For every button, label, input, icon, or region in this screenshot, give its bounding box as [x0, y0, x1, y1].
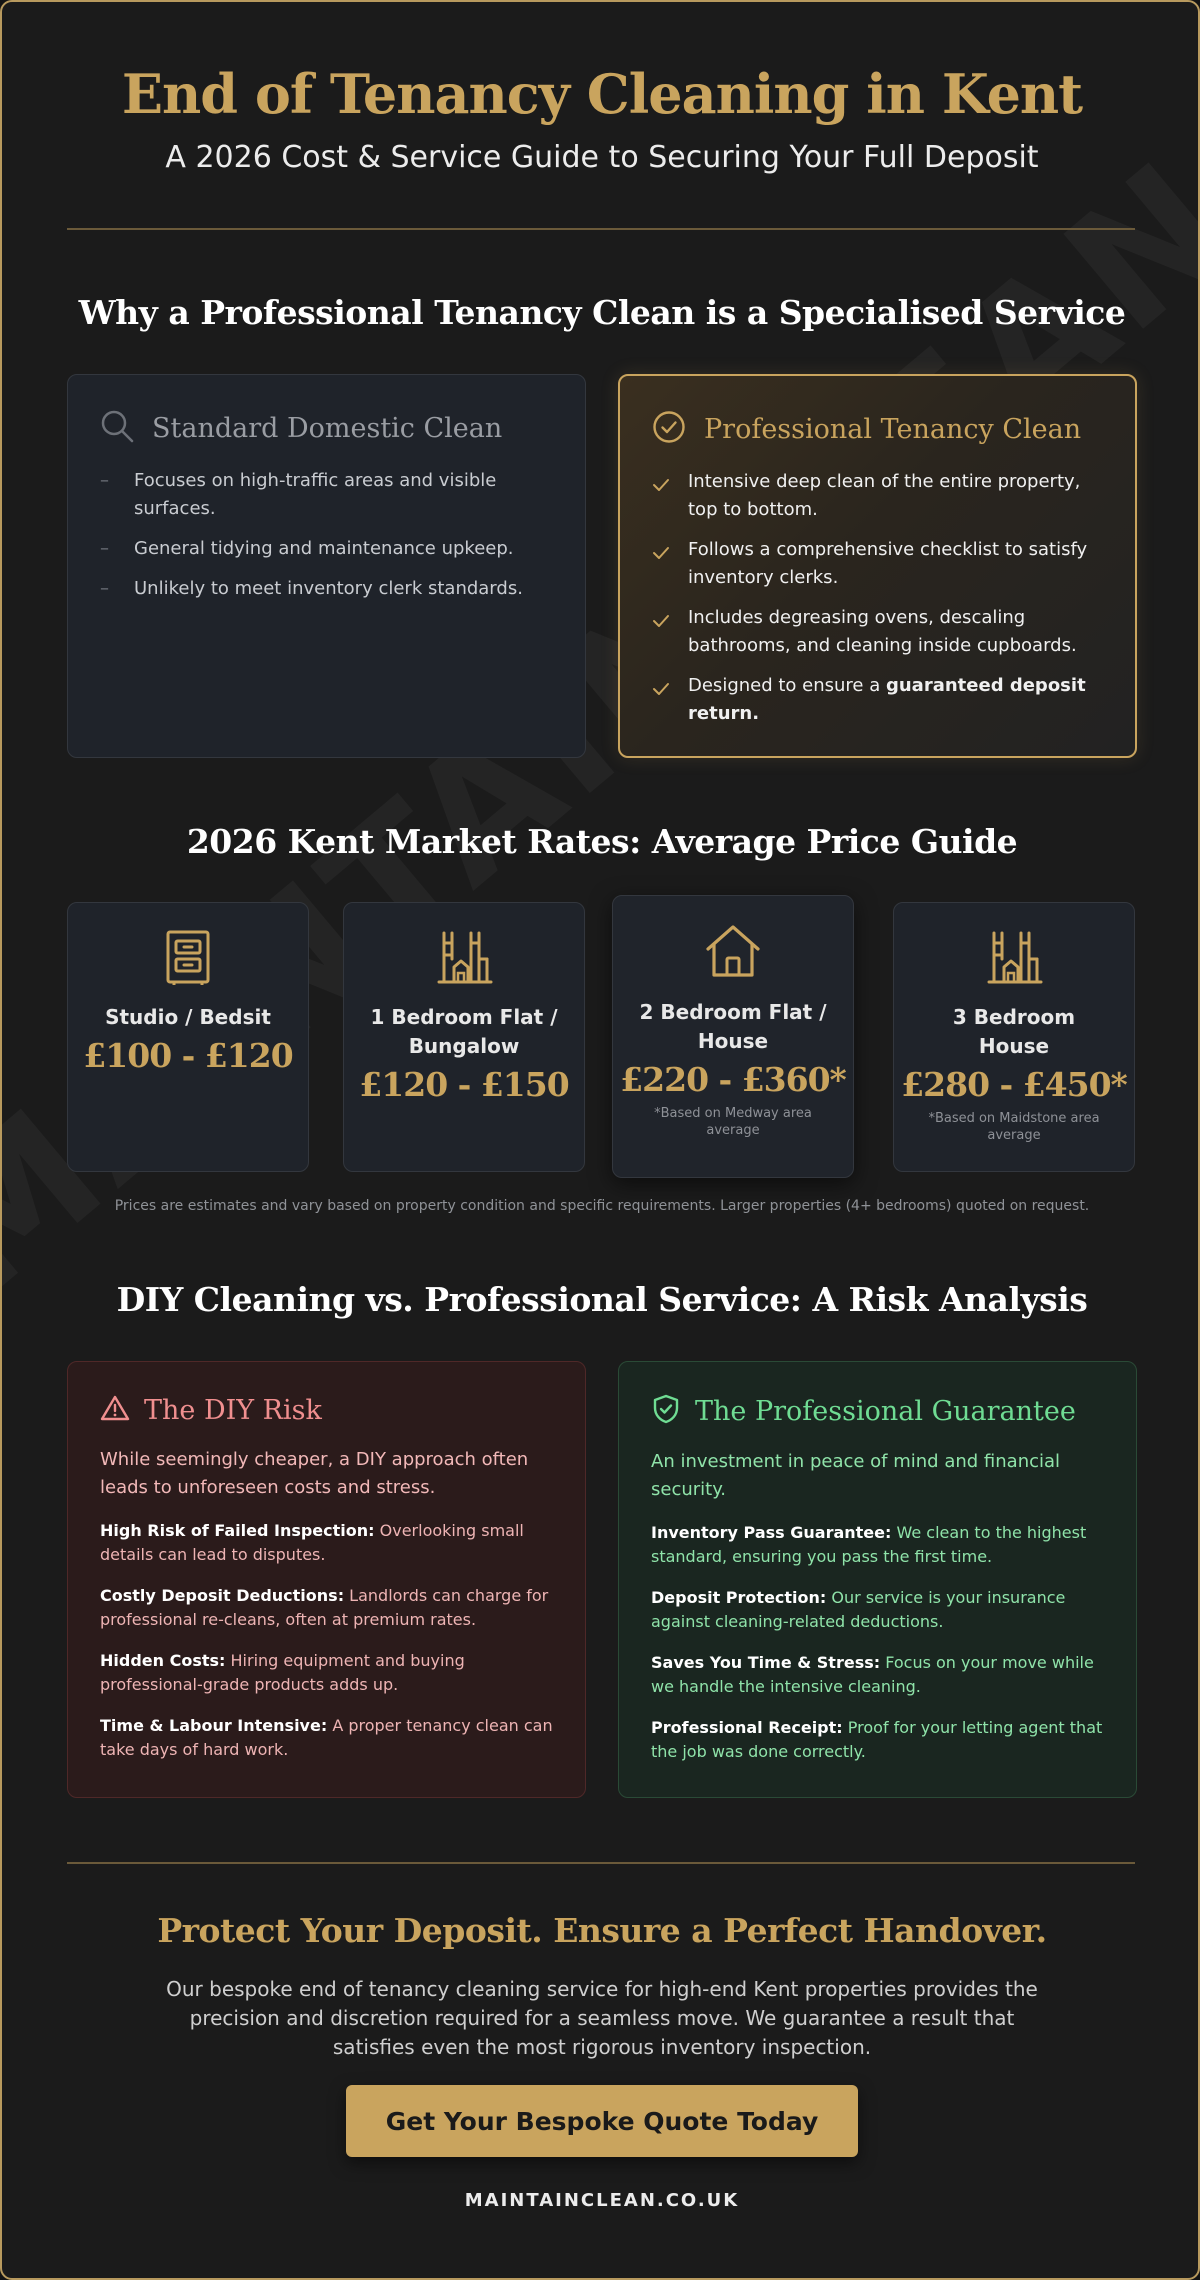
professional-clean-list [652, 468, 1103, 728]
risk-section-title: DIY Cleaning vs. Professional Service: A Risk Analysis [116, 1280, 1088, 1319]
price-card-1-bedroom [343, 902, 585, 1172]
price-card-3-bedroom [893, 902, 1135, 1172]
list-item: Deposit Protection: Our service is your insurance against cleaning-related deductions. [651, 1588, 1066, 1631]
price-card-studio [67, 902, 309, 1172]
check-circle-icon [652, 410, 686, 448]
check-icon [652, 604, 670, 660]
search-icon [100, 409, 134, 447]
check-icon [652, 672, 670, 728]
page-title: End of Tenancy Cleaning in Kent [121, 62, 1083, 126]
price-card-2-bedroom [612, 895, 854, 1178]
professional-clean-card [618, 374, 1137, 758]
list-item: – Focuses on high-traffic areas and visible surfaces. [100, 467, 553, 523]
guarantee-title: The Professional Guarantee [695, 1395, 1076, 1427]
price-card-label: 1 Bedroom Flat / Bungalow [370, 1005, 558, 1058]
cabinet-icon [68, 929, 308, 989]
standard-clean-title: Standard Domestic Clean [152, 412, 503, 444]
dash-icon: – [100, 538, 109, 559]
rates-section-title: 2026 Kent Market Rates: Average Price Guide [186, 822, 1018, 861]
city-buildings-icon [894, 929, 1134, 989]
list-item-text: Designed to ensure a [688, 675, 886, 696]
price-card-note: *Based on Medway area average [654, 1106, 812, 1138]
list-item: Hidden Costs: Hiring equipment and buying professional-grade products adds up. [100, 1651, 465, 1694]
professional-guarantee-card [618, 1361, 1137, 1798]
warning-icon [100, 1394, 130, 1426]
city-buildings-icon [344, 929, 584, 989]
cta-title: Protect Your Deposit. Ensure a Perfect Handover. [157, 1911, 1047, 1950]
cta-divider [67, 1862, 1135, 1864]
list-item: High Risk of Failed Inspection: Overlooking small details can lead to disputes. [100, 1521, 524, 1564]
price-footnote: Prices are estimates and vary based on property condition and specific requirements. Larger properties (4+ bedrooms) quoted on request. [114, 1198, 1090, 1214]
site-url-link[interactable]: MAINTAINCLEAN.CO.UK [464, 2190, 740, 2211]
list-item: Costly Deposit Deductions: Landlords can charge for professional re-cleans, often at premium rates. [100, 1586, 549, 1629]
price-card-label: 3 Bedroom House [952, 1005, 1076, 1058]
list-item: Inventory Pass Guarantee: We clean to the highest standard, ensuring you pass the first time. [651, 1523, 1087, 1566]
diy-risk-card [67, 1361, 586, 1798]
price-card-label: 2 Bedroom Flat / House [639, 1000, 827, 1053]
get-quote-button[interactable]: Get Your Bespoke Quote Today [346, 2085, 858, 2157]
header-divider [67, 228, 1135, 230]
shield-check-icon [651, 1394, 681, 1428]
price-card-value: £120 - £150 [359, 1065, 569, 1104]
cta-body: Our bespoke end of tenancy cleaning service for high-end Kent properties provides the precision and discretion required for a seamless move. We guarantee a result that satisfies even the most rigorous inventory inspection. [166, 1977, 1038, 2059]
diy-risk-title: The DIY Risk [144, 1394, 322, 1426]
list-item: Includes degreasing ovens, descaling bathrooms, and cleaning inside cupboards. [652, 604, 1103, 660]
price-card-value: £280 - £450* [901, 1065, 1127, 1104]
list-item: – General tidying and maintenance upkeep. [100, 535, 553, 563]
diy-risk-intro: While seemingly cheaper, a DIY approach often leads to unforeseen costs and stress. [100, 1449, 529, 1498]
page-subtitle: A 2026 Cost & Service Guide to Securing Your Full Deposit [165, 140, 1039, 175]
list-item: Follows a comprehensive checklist to satisfy inventory clerks. [652, 536, 1103, 592]
house-icon [613, 922, 853, 984]
check-icon [652, 468, 670, 524]
list-item: Time & Labour Intensive: A proper tenancy clean can take days of hard work. [100, 1716, 553, 1759]
professional-clean-title: Professional Tenancy Clean [704, 413, 1082, 445]
list-item: Intensive deep clean of the entire property, top to bottom. [652, 468, 1103, 524]
why-section-title: Why a Professional Tenancy Clean is a Specialised Service [78, 293, 1126, 332]
price-card-note: *Based on Maidstone area average [928, 1111, 1100, 1143]
standard-clean-card [67, 374, 586, 758]
guarantee-intro: An investment in peace of mind and financial security. [651, 1451, 1061, 1500]
list-item: – Unlikely to meet inventory clerk standards. [100, 575, 553, 603]
dash-icon: – [100, 578, 109, 599]
list-item: Professional Receipt: Proof for your letting agent that the job was done correctly. [651, 1718, 1103, 1761]
list-item-emphasis: guaranteed deposit return. [688, 675, 1086, 724]
price-card-value: £100 - £120 [83, 1036, 293, 1075]
page-header [2, 62, 1200, 175]
list-item: Saves You Time & Stress: Focus on your move while we handle the intensive cleaning. [651, 1653, 1094, 1696]
list-item [652, 672, 1103, 728]
standard-clean-list [100, 467, 553, 603]
price-card-label: Studio / Bedsit [105, 1005, 271, 1029]
price-card-value: £220 - £360* [620, 1060, 846, 1099]
dash-icon: – [100, 470, 109, 491]
check-icon [652, 536, 670, 592]
